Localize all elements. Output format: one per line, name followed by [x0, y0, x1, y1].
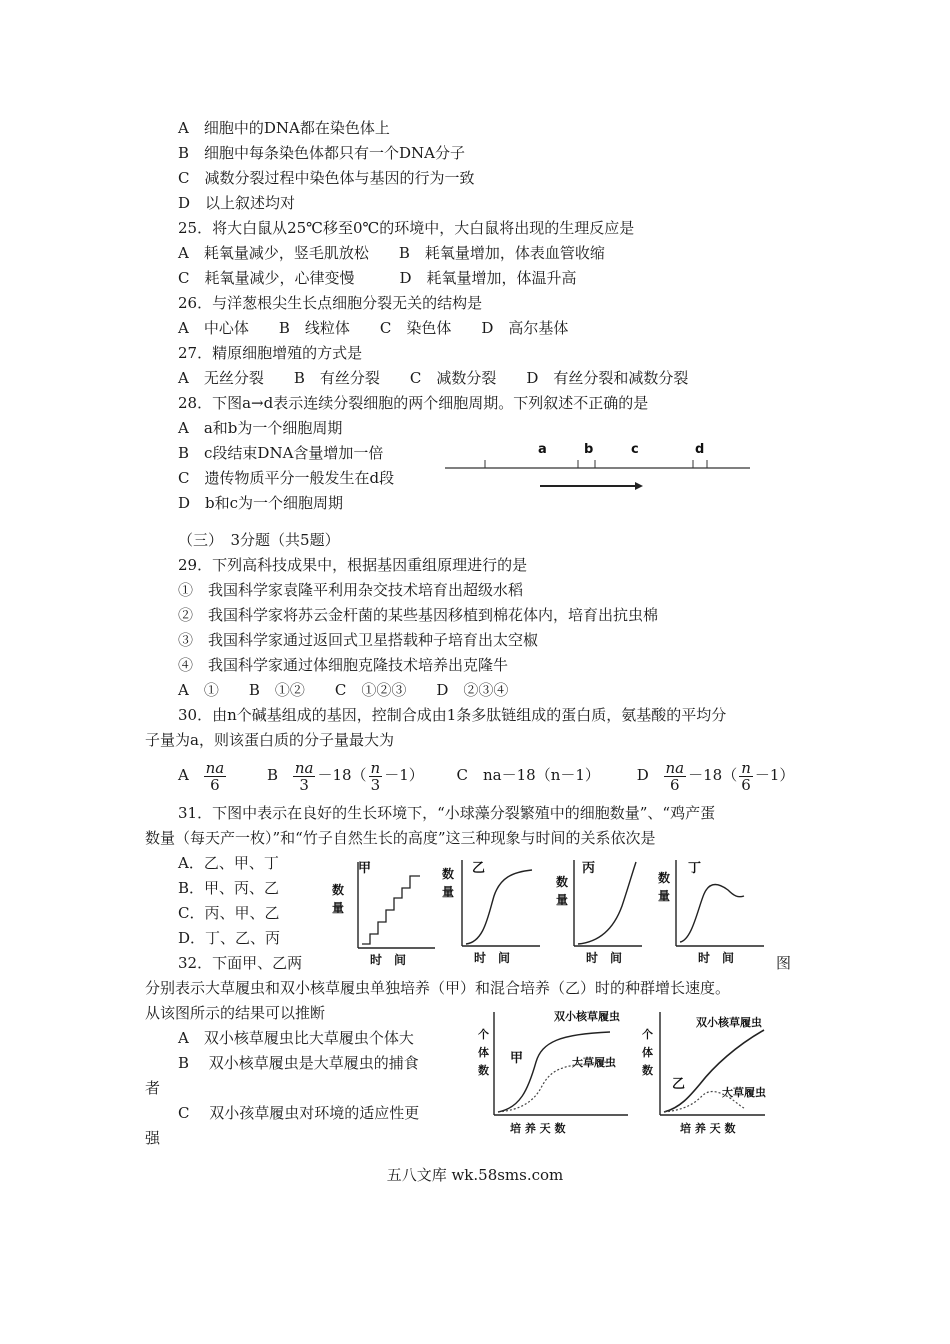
x-label: 时 间	[370, 953, 407, 967]
q29-item-1: ① 我国科学家袁隆平利用杂交技术培育出超级水稻	[178, 581, 524, 599]
svg-text:量: 量	[556, 893, 569, 907]
rise-fall-curve	[680, 885, 744, 943]
q32-option-b: B 双小核草履虫是大草履虫的捕食	[178, 1054, 419, 1072]
q30-stem-line1: 30．由n个碱基组成的基因，控制合成由1条多肽链组成的蛋白质，氨基酸的平均分	[178, 706, 727, 724]
step-curve	[362, 876, 420, 944]
q32-stem-line2: 分别表示大草履虫和双小核草履虫单独培养（甲）和混合培养（乙）时的种群增长速度。	[145, 979, 731, 997]
q31-chart-ding	[656, 858, 766, 968]
q30-a-fraction: $\frac{na}{6}$	[205, 758, 225, 794]
arrow-head	[635, 482, 643, 490]
q29-item-3: ③ 我国科学家通过返回式卫星搭载种子培育出太空椒	[178, 631, 539, 649]
q32-stem-line3: 从该图所示的结果可以推断	[145, 1004, 326, 1022]
q30-c-option: C na－18（n－1）	[456, 766, 600, 784]
q29-item-2: ② 我国科学家将苏云金杆菌的某些基因移植到棉花体内，培育出抗虫棉	[178, 606, 659, 624]
svg-text:数: 数	[658, 871, 671, 885]
q28-option-b: B c段结束DNA含量增加一倍	[178, 444, 384, 462]
q24-option-d: D 以上叙述均对	[178, 194, 296, 212]
q30-d-label: D	[636, 766, 649, 784]
svg-text:个: 个	[642, 1028, 653, 1041]
q30-b-fraction-2: $\frac{n}{3}$	[370, 758, 381, 794]
q31-option-d: D．丁、乙、丙	[178, 929, 281, 947]
q30-b-label: B	[267, 766, 279, 784]
segment-label-a: a	[538, 442, 547, 457]
q32-option-c: C 双小孩草履虫对环境的适应性更	[178, 1104, 420, 1122]
q29-options: A ① B ①② C ①②③ D ②③④	[178, 681, 509, 699]
svg-text:数: 数	[332, 883, 345, 897]
q28-option-a: A a和b为一个细胞周期	[178, 419, 343, 437]
svg-text:个: 个	[478, 1028, 489, 1041]
segment-label-d: d	[695, 442, 705, 457]
segment-label-c: c	[631, 442, 639, 457]
q30-d-fraction-2: $\frac{n}{6}$	[741, 758, 751, 794]
q31-option-a: A．乙、甲、丁	[178, 854, 279, 872]
q32-chart-jia	[470, 1010, 640, 1135]
chart-title: 乙	[472, 861, 486, 876]
q30-stem-line2: 子量为a，则该蛋白质的分子量最大为	[145, 731, 394, 749]
q24-option-a: A 细胞中的DNA都在染色体上	[178, 119, 390, 137]
page-footer: 五八文库 wk.58sms.com	[386, 1166, 564, 1184]
x-label: 时 间	[698, 951, 735, 965]
q32-chart-yi	[640, 1010, 770, 1135]
q29-item-4: ④ 我国科学家通过体细胞克隆技术培养出克隆牛	[178, 656, 509, 674]
q26-stem: 26．与洋葱根尖生长点细胞分裂无关的结构是	[178, 294, 483, 312]
q30-a-label: A	[178, 766, 189, 784]
series-label-dacao: 大草履虫	[572, 1056, 616, 1069]
q31-chart-yi	[440, 858, 550, 968]
q31-stem-line2: 数量（每天产一枚）”和“竹子自然生长的高度”这三种现象与时间的关系依次是	[145, 829, 656, 847]
q31-option-c: C．丙、甲、乙	[178, 904, 280, 922]
q32-stem-line1-tail: 图	[776, 954, 792, 972]
q24-option-c: C 减数分裂过程中染色体与基因的行为一致	[178, 169, 475, 187]
q31-chart-bing	[550, 858, 660, 968]
chart-title: 丁	[688, 861, 702, 876]
q32-option-b-cont: 者	[145, 1079, 161, 1097]
svg-text:数: 数	[478, 1064, 489, 1077]
x-label: 时 间	[586, 951, 623, 965]
chart-title: 丙	[582, 861, 596, 876]
chart-title: 甲	[358, 861, 372, 876]
q27-stem: 27．精原细胞增殖的方式是	[178, 344, 363, 362]
svg-text:数: 数	[556, 875, 569, 889]
svg-text:量: 量	[442, 885, 455, 899]
s-curve	[466, 870, 532, 944]
cell-cycle-diagram	[445, 435, 755, 495]
series-label-dacao: 大草履虫	[722, 1086, 766, 1099]
q31-option-b: B．甲、丙、乙	[178, 879, 280, 897]
svg-text:体: 体	[478, 1046, 489, 1059]
q31-chart-jia	[330, 858, 440, 968]
q25-options-ab: A 耗氧量减少，竖毛肌放松 B 耗氧量增加，体表血管收缩	[178, 244, 605, 262]
segment-label-b: b	[584, 442, 594, 457]
q30-d-fraction: $\frac{na}{6}$	[665, 758, 685, 794]
series-label-shuangxiaohe: 双小核草履虫	[696, 1016, 762, 1029]
svg-text:数: 数	[442, 867, 455, 881]
series-label-shuangxiaohe: 双小核草履虫	[554, 1010, 620, 1023]
q32-stem-line1: 32．下面甲、乙两	[178, 954, 303, 972]
section-3-heading: （三） 3分题（共5题）	[178, 531, 340, 549]
q29-stem: 29．下列高科技成果中，根据基因重组原理进行的是	[178, 556, 528, 574]
svg-text:体: 体	[642, 1046, 653, 1059]
chart-title: 甲	[510, 1051, 524, 1066]
x-label: 培 养 天 数	[680, 1122, 736, 1135]
q28-option-d: D b和c为一个细胞周期	[178, 494, 344, 512]
q30-b-fraction: $\frac{na}{3}$	[294, 758, 314, 794]
x-label: 时 间	[474, 951, 511, 965]
q32-option-a: A 双小核草履虫比大草履虫个体大	[178, 1029, 414, 1047]
chart-title: 乙	[672, 1077, 686, 1092]
q26-options: A 中心体 B 线粒体 C 染色体 D 高尔基体	[178, 319, 569, 337]
q32-option-c-cont: 强	[145, 1129, 161, 1147]
q27-options: A 无丝分裂 B 有丝分裂 C 减数分裂 D 有丝分裂和减数分裂	[178, 369, 689, 387]
x-label: 培 养 天 数	[510, 1122, 566, 1135]
svg-text:量: 量	[658, 889, 671, 903]
q28-option-c: C 遗传物质平分一般发生在d段	[178, 469, 395, 487]
q30-options: A $\frac{na}{6}$ B $\frac{na}{3}$ －18（ $\frac{n}{3}$ －1） C na－18（n－1） D $\frac{na}{6}$ －18（ $\frac{n}{6}$ －1）	[178, 758, 795, 794]
q31-stem-line1: 31．下图中表示在良好的生长环境下，“小球藻分裂繁殖中的细胞数量”、“鸡产蛋	[178, 804, 716, 822]
q24-option-b: B 细胞中每条染色体都只有一个DNA分子	[178, 144, 466, 162]
q25-options-cd: C 耗氧量减少，心律变慢 D 耗氧量增加，体温升高	[178, 269, 577, 287]
svg-text:量: 量	[332, 901, 345, 915]
svg-text:数: 数	[642, 1064, 653, 1077]
curve-shuangxiaohe	[664, 1030, 764, 1112]
q25-stem: 25．将大白鼠从25℃移至0℃的环境中，大白鼠将出现的生理反应是	[178, 219, 635, 237]
q28-stem: 28．下图a→d表示连续分裂细胞的两个细胞周期。下列叙述不正确的是	[178, 394, 649, 412]
